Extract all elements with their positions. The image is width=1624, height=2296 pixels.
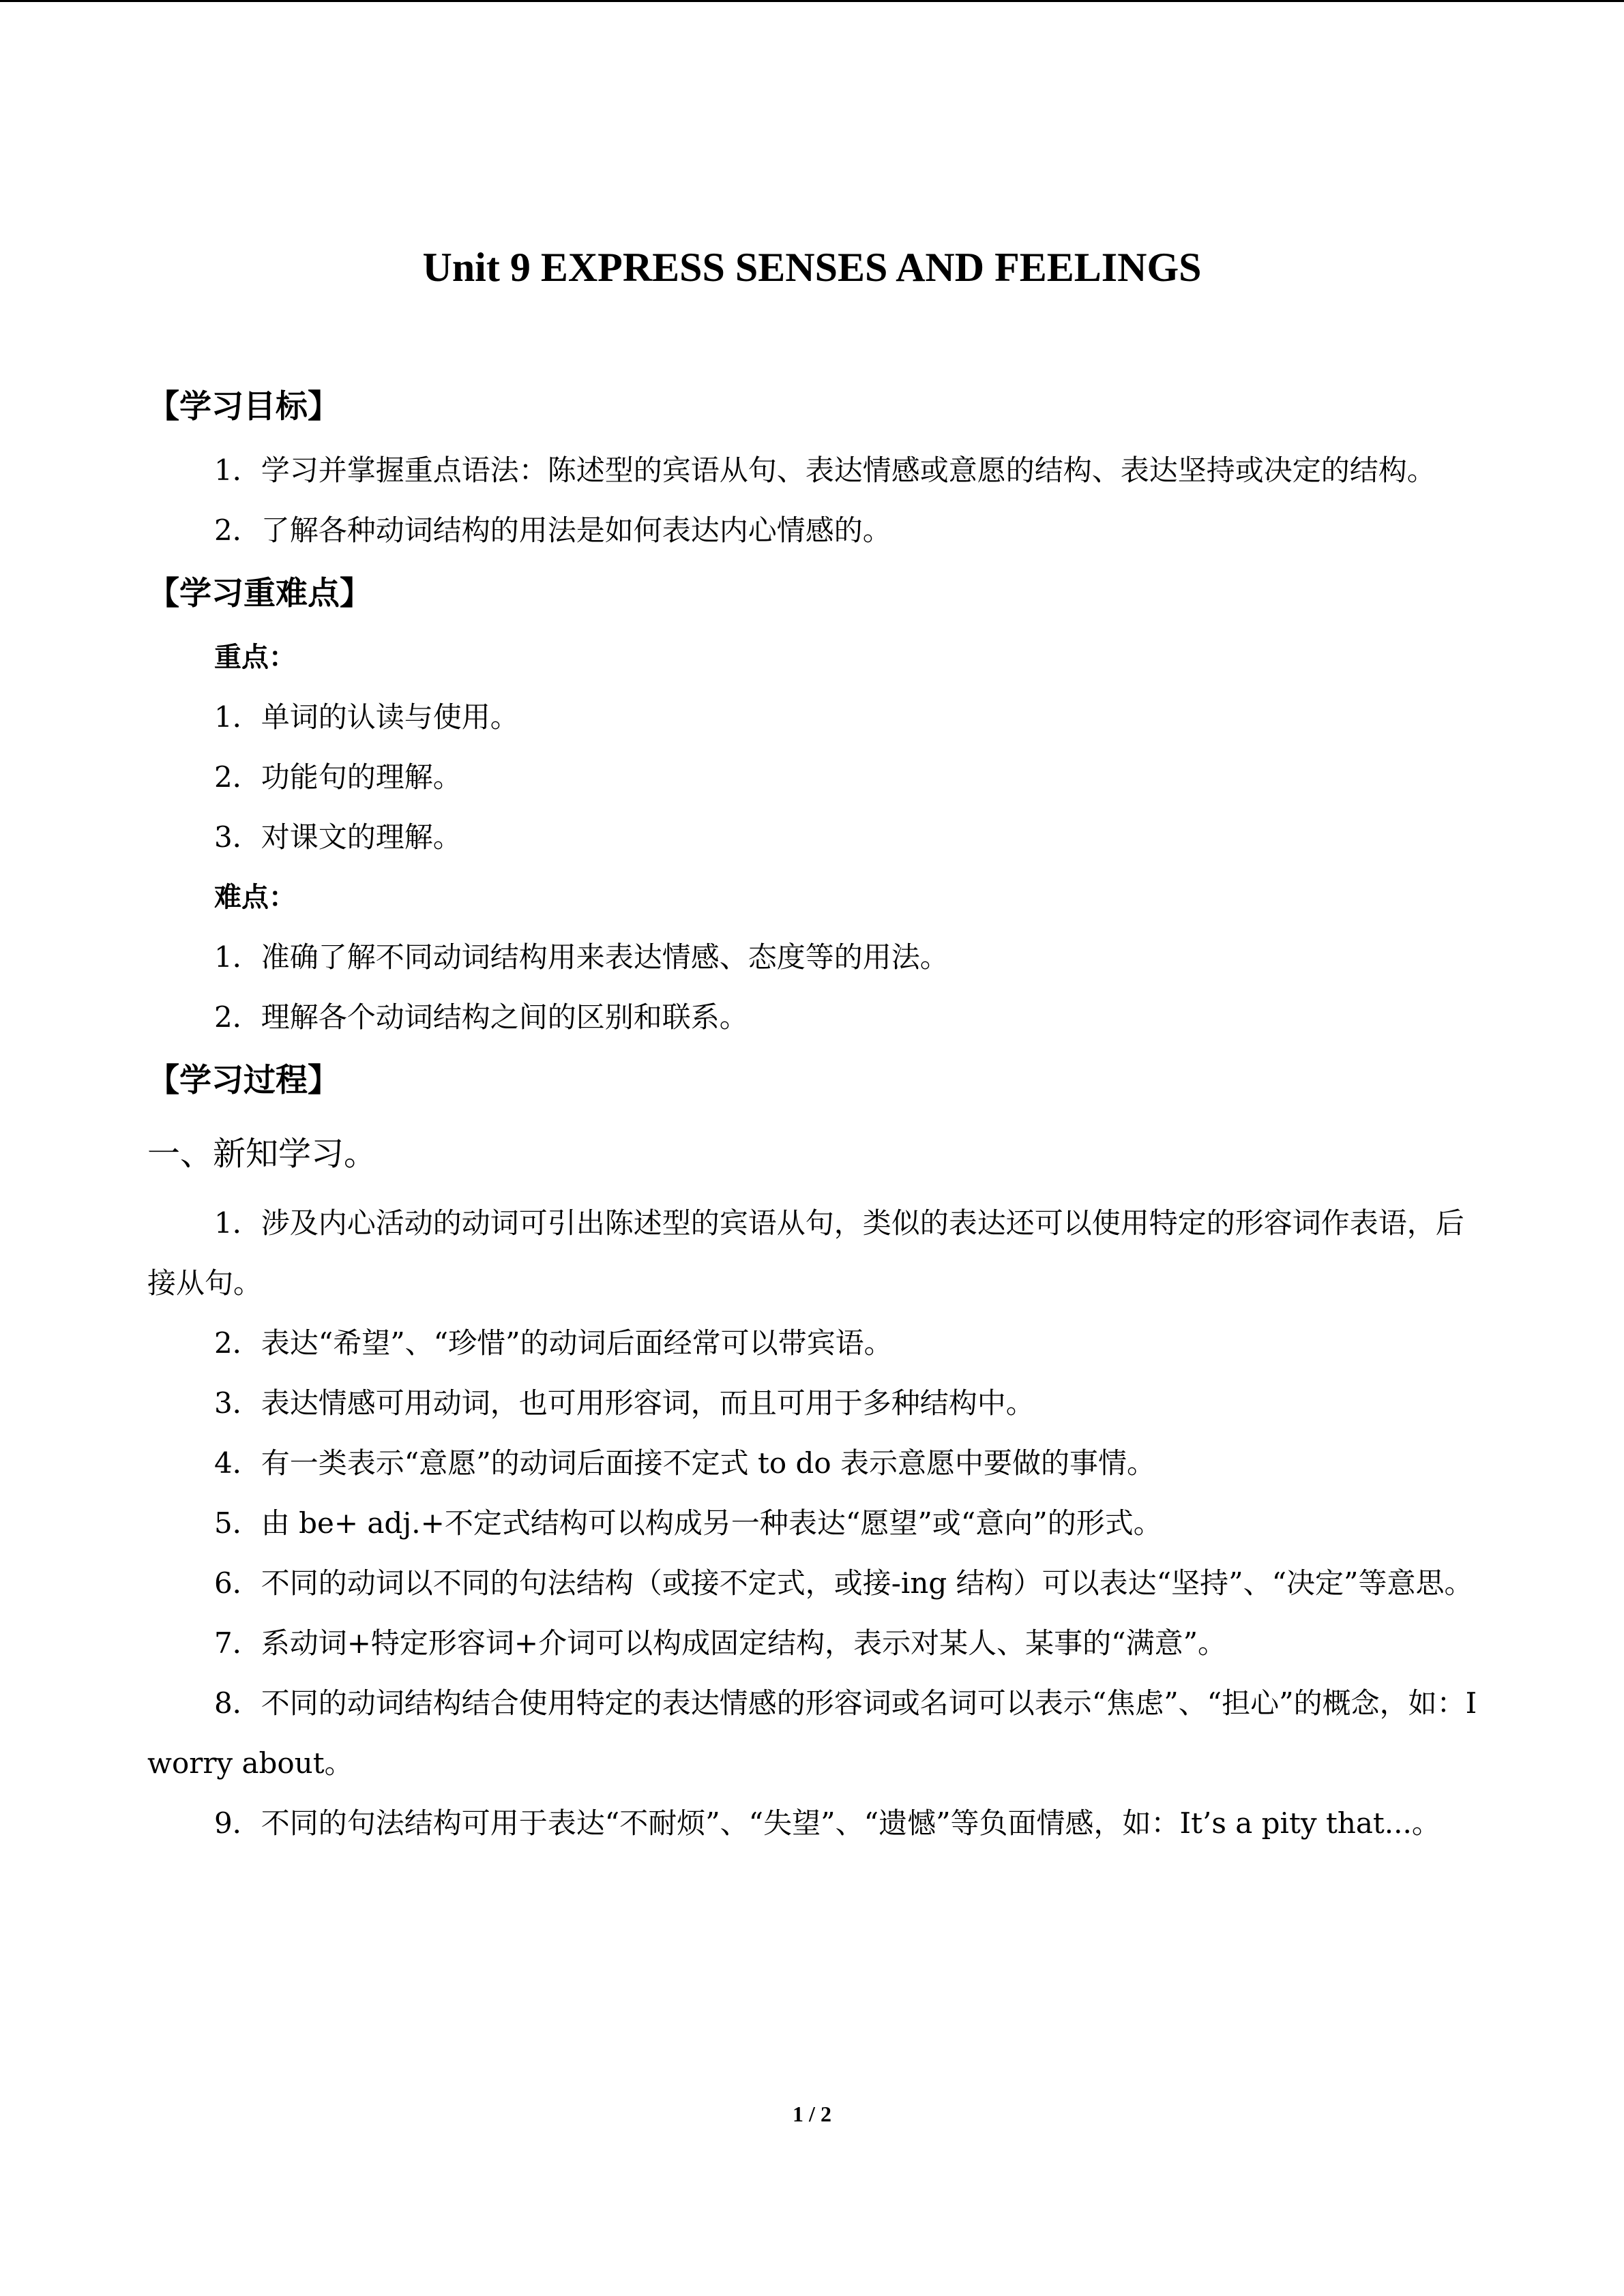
process-item: 6．不同的动词以不同的句法结构（或接不定式，或接-ing 结构）可以表达“坚持”、“决定”等意思。 (214, 1566, 1473, 1600)
focus-label: 重点： (214, 642, 296, 673)
objectives-heading: 【学习目标】 (147, 388, 340, 426)
process-item: 7．系动词+特定形容词+介词可以构成固定结构，表示对某人、某事的“满意”。 (214, 1626, 1227, 1660)
process-item: 5．由 be+ adj.+不定式结构可以构成另一种表达“愿望”或“意向”的形式。 (214, 1506, 1162, 1540)
difficulty-item: 2．理解各个动词结构之间的区别和联系。 (214, 1000, 748, 1034)
document-title: Unit 9 EXPRESS SENSES AND FEELINGS (422, 245, 1202, 290)
objective-item: 1．学习并掌握重点语法：陈述型的宾语从句、表达情感或意愿的结构、表达坚持或决定的结构。 (214, 453, 1436, 487)
page-number: 1 / 2 (793, 2102, 831, 2126)
difficulty-label: 难点： (214, 882, 296, 913)
document-body (147, 374, 1477, 1853)
process-item: 8．不同的动词结构结合使用特定的表达情感的形容词或名词可以表示“焦虑”、“担心”的概念，如：I worry about。 (147, 1686, 1477, 1780)
focus-item: 2．功能句的理解。 (214, 760, 462, 794)
process-item: 4．有一类表示“意愿”的动词后面接不定式 to do 表示意愿中要做的事情。 (214, 1446, 1156, 1480)
key-points-heading: 【学习重难点】 (147, 575, 372, 612)
section-title: 一、新知学习。 (147, 1135, 377, 1173)
top-border-line (0, 0, 1624, 2)
focus-item: 3．对课文的理解。 (214, 820, 462, 854)
difficulty-item: 1．准确了解不同动词结构用来表达情感、态度等的用法。 (214, 940, 949, 974)
process-item: 9．不同的句法结构可用于表达“不耐烦”、“失望”、“遗憾”等负面情感，如：It’s a pity that...。 (214, 1806, 1441, 1840)
process-item: 2．表达“希望”、“珍惜”的动词后面经常可以带宾语。 (214, 1326, 893, 1360)
objective-item: 2．了解各种动词结构的用法是如何表达内心情感的。 (214, 513, 891, 547)
process-item: 3．表达情感可用动词，也可用形容词，而且可用于多种结构中。 (214, 1386, 1035, 1420)
process-heading: 【学习过程】 (147, 1062, 340, 1099)
process-item: 1．涉及内心活动的动词可引出陈述型的宾语从句，类似的表达还可以使用特定的形容词作表语，后接从句。 (147, 1206, 1464, 1300)
focus-item: 1．单词的认读与使用。 (214, 700, 519, 734)
